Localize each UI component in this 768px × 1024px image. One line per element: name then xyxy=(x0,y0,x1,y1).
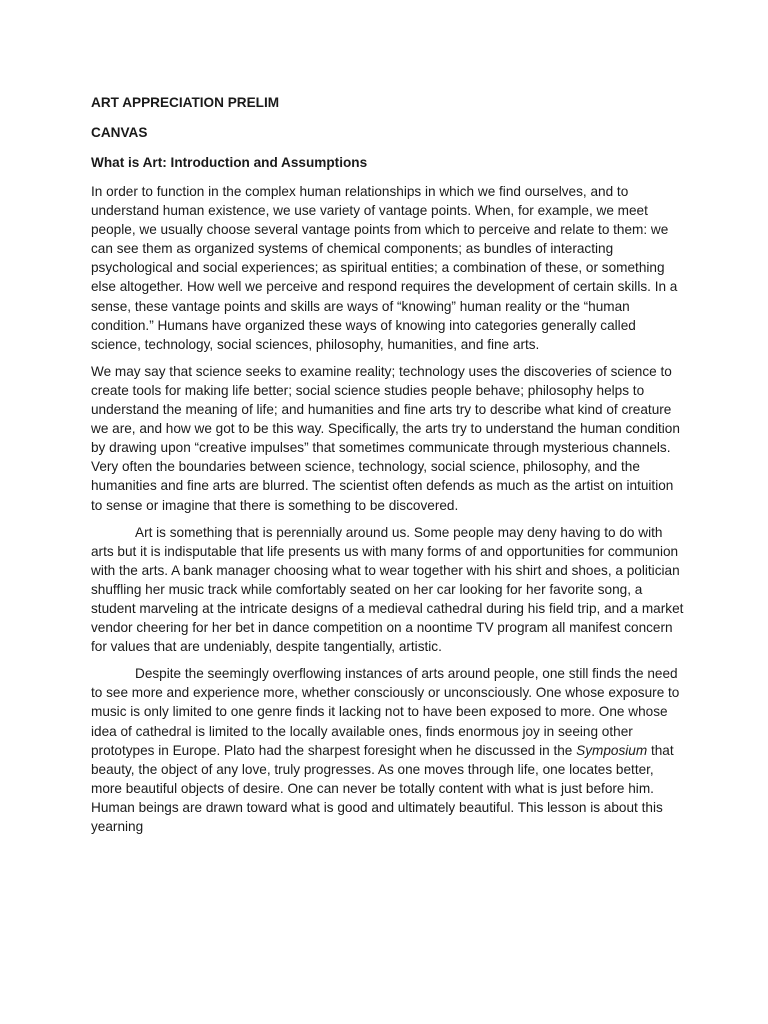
document-title: ART APPRECIATION PRELIM xyxy=(91,95,280,110)
paragraph-4-text-before: Despite the seemingly overflowing instances of arts around people, one still finds the need to see more and experience more, whether consciously or unconsciously. One whose exposure to music is only limited to one genre finds it lacking not to have been exposed to more. One whose idea of cathedral is limited to the locally available ones, finds enormous joy in seeing other prototypes in Europe. Plato had the sharpest foresight when he discussed in the xyxy=(91,666,680,758)
paragraph-4-text-after: that beauty, the object of any love, truly progresses. As one moves through life, one locates better, more beautiful objects of desire. One can never be totally content with what is just before him. Human beings are drawn toward what is good and ultimately beautiful. This lesson is about this yearning xyxy=(91,742,674,834)
paragraph-3: Art is something that is perennially around us. Some people may deny having to do with arts but it is indisputable that life presents us with many forms of and opportunities for communion with the arts. A bank manager choosing what to wear together with his shirt and shoes, a politician shuffling her music track while comfortably seated on her car looking for her favorite song, a student marveling at the intricate designs of a medieval cathedral during his field trip, and a market vendor cheering for her bet in dance competition on a noontime TV program all manifest concern for values that are undeniably, despite tangentially, artistic. xyxy=(91,524,684,655)
symposium-italic: Symposium xyxy=(576,742,648,758)
paragraph-2: We may say that science seeks to examine reality; technology uses the discoveries of science to create tools for making life better; social science studies people behave; philosophy helps to understand the meaning of life; and humanities and fine arts try to describe what kind of creature we are, and how we got to be this way. Specifically, the arts try to understand the human condition by drawing upon “creative impulses” that sometimes communicate through mysterious channels. Very often the boundaries between science, technology, social science, philosophy, and the humanities and fine arts are blurred. The scientist often defends as much as the artist on intuition to sense or imagine that there is something to be discovered. xyxy=(91,363,680,513)
section-heading: What is Art: Introduction and Assumptions xyxy=(91,155,368,170)
paragraph-4 xyxy=(91,664,686,836)
document-subtitle: CANVAS xyxy=(91,125,148,140)
paragraph-1: In order to function in the complex human relationships in which we find ourselves, and to understand human existence, we use variety of vantage points. When, for example, we meet people, we usually choose several vantage points from which to perceive and relate to them: we can see them as organized systems of chemical components; as bundles of interacting psychological and social experiences; as spiritual entities; a combination of these, or something else altogether. How well we perceive and respond requires the development of certain skills. In a sense, these vantage points and skills are ways of “knowing” human reality or the “human condition.” Humans have organized these ways of knowing into categories generally called science, technology, social sciences, philosophy, humanities, and fine arts. xyxy=(91,184,678,352)
